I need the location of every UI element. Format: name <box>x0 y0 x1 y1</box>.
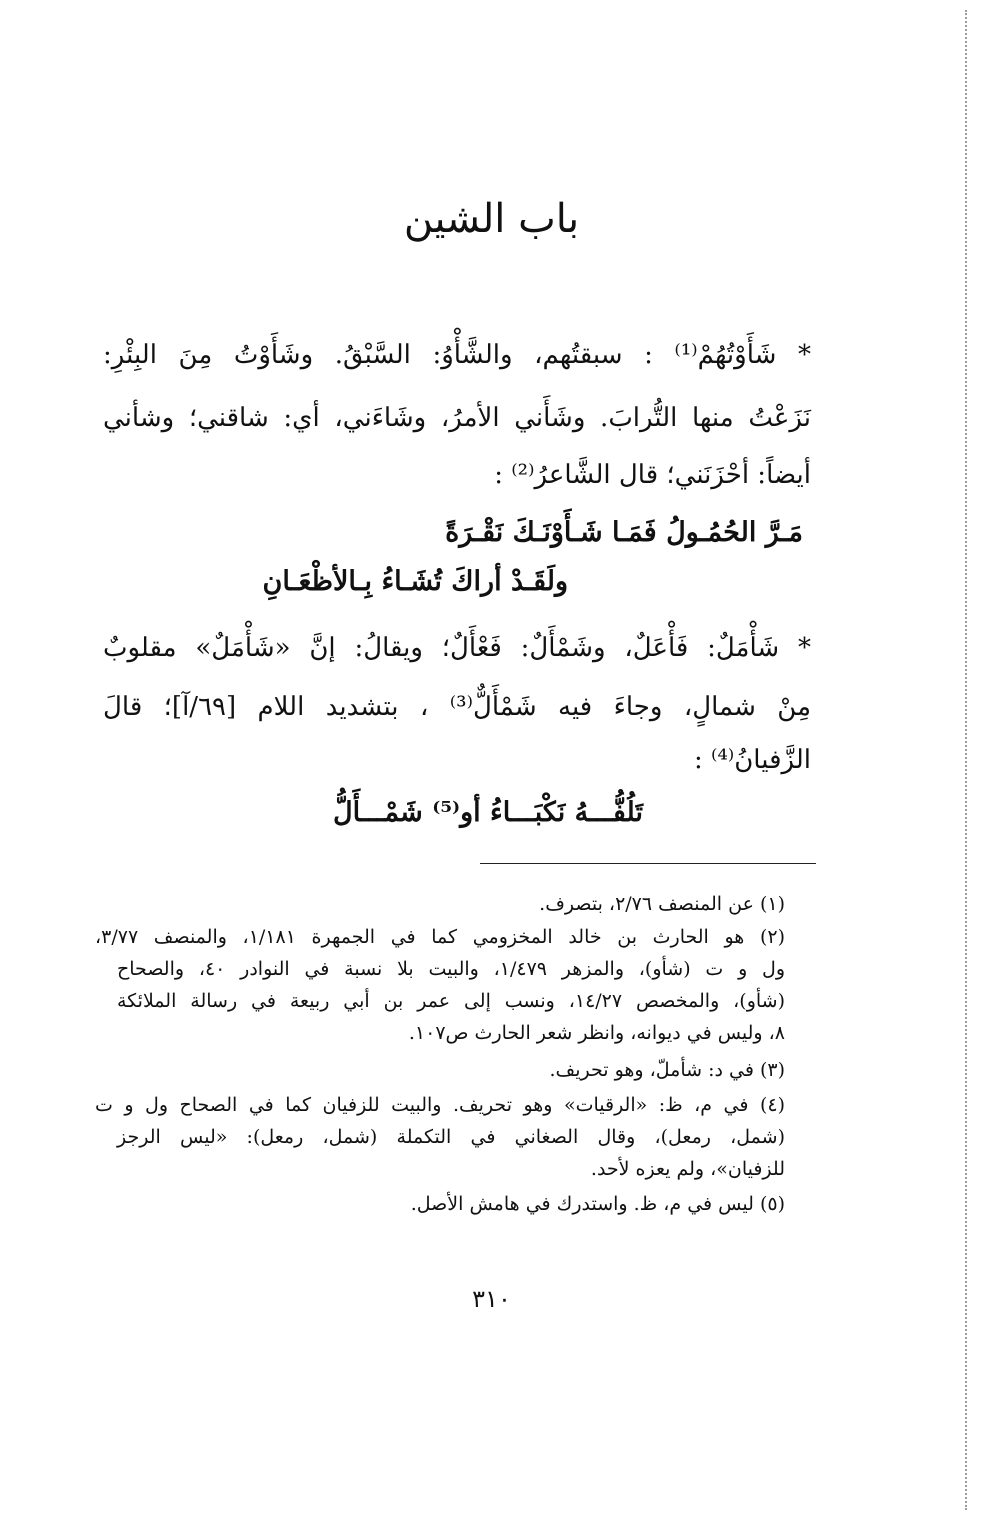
page-number: ٣١٠ <box>472 1285 511 1313</box>
body-line-2: نَزَعْتُ منها التُّرابَ. وشَأَني الأمرُ، وشَاءَني، أي: شاقني؛ وشأني <box>103 403 811 433</box>
footnote-3: (٣) في د: شأملّ، وهو تحريف. <box>549 1059 785 1081</box>
verse-line-3: تَلُفُّـــهُ نَكْبَـــاءُ أو⁽⁵⁾ شَمْـــأَلُّ <box>332 797 643 828</box>
body-line-6: الزَّفيانُ⁽⁴⁾ : <box>693 745 811 775</box>
body-line-5: مِنْ شمالٍ، وجاءَ فيه شَمْأَلٌّ⁽³⁾ ، بتشديد اللام [٦٩/آ]؛ قالَ <box>103 692 811 722</box>
verse-hemistich-1: مَـرَّ الحُمُـولُ فَمَـا شَـأَوْنَـكَ نَقْـرَةً <box>445 517 803 548</box>
body-line-3: أيضاً: أحْزَنَني؛ قال الشَّاعرُ⁽²⁾ : <box>494 460 811 490</box>
footnote-2-line-3: (شأو)، والمخصص ١٤/٢٧، ونسب إلى عمر بن أبي ربيعة في رسالة الملائكة <box>117 990 786 1012</box>
footnote-4-line-1: (٤) في م، ظ: «الرقيات» وهو تحريف. والبيت للزفيان كما في الصحاح ول و ت <box>95 1094 785 1116</box>
body-line-1: * شَأَوْتُهُمْ⁽¹⁾ : سبقتُهم، والشَّأْوُ: السَّبْقُ. وشَأَوْتُ مِنَ البِئْرِ: <box>103 340 812 370</box>
footnote-4-line-2: (شمل، رمعل)، وقال الصغاني في التكملة (شمل، رمعل): «ليس الرجز <box>117 1126 785 1148</box>
footnote-4-line-3: للزفيان»، ولم يعزه لأحد. <box>590 1158 785 1180</box>
footnote-5: (٥) ليس في م، ظ. واستدرك في هامش الأصل. <box>410 1193 785 1215</box>
body-line-4: * شَأْمَلٌ: فَأْعَلٌ، وشَمْأَلٌ: فَعْأَلٌ؛ ويقالُ: إنَّ «شَأْمَلٌ» مقلوبٌ <box>103 633 811 663</box>
footnote-separator <box>480 863 816 864</box>
verse-hemistich-2: ولَقَـدْ أراكَ تُشَـاءُ بِـالأظْعَـانِ <box>262 566 568 597</box>
footnote-2-line-2: ول و ت (شأو)، والمزهر ١/٤٧٩، والبيت بلا نسبة في النوادر ٤٠، والصحاح <box>117 958 785 980</box>
footnote-2-line-1: (٢) هو الحارث بن خالد المخزومي كما في الجمهرة ١/١٨١، والمنصف ٣/٧٧، <box>95 926 785 948</box>
chapter-title: باب الشين <box>403 196 580 242</box>
footnote-1: (١) عن المنصف ٢/٧٦، بتصرف. <box>539 893 785 915</box>
footnote-2-line-4: ٨، وليس في ديوانه، وانظر شعر الحارث ص١٠٧. <box>408 1022 785 1044</box>
